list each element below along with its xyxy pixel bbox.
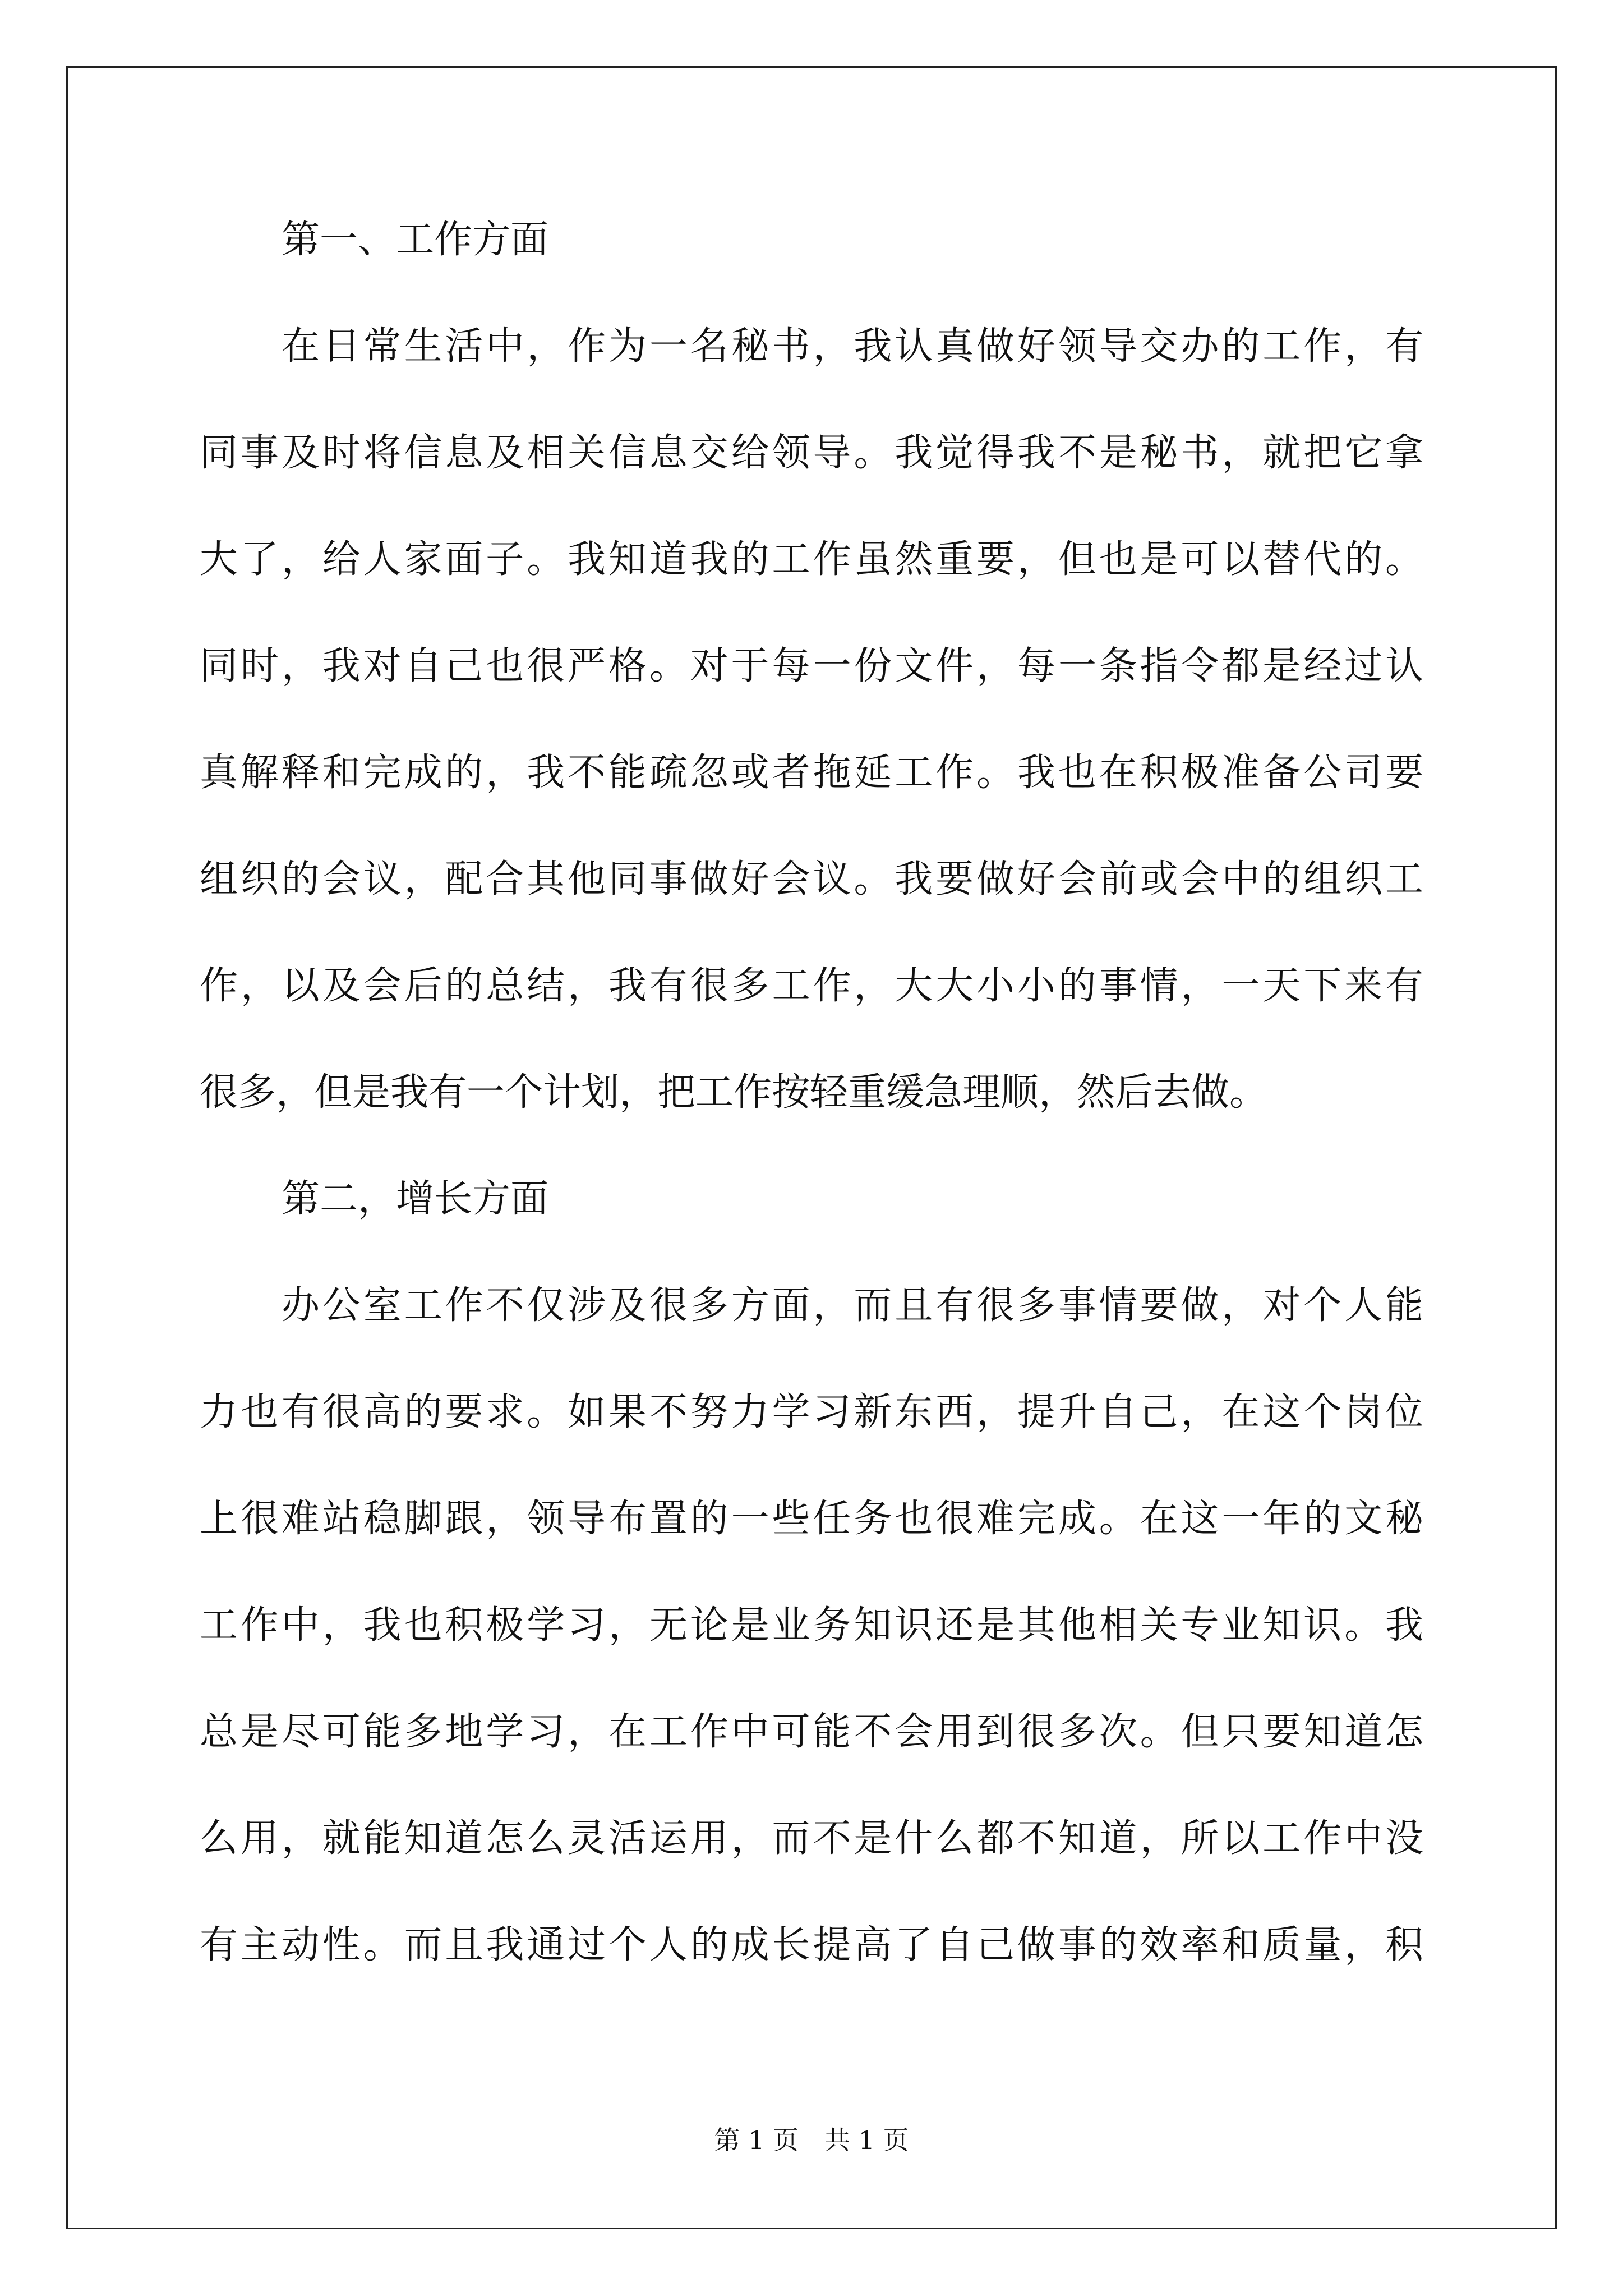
paragraph-line: 上很难站稳脚跟，领导布置的一些任务也很难完成。在这一年的文秘 bbox=[200, 1497, 1423, 1541]
paragraph-line: 真解释和完成的，我不能疏忽或者拖延工作。我也在积极准备公司要 bbox=[200, 751, 1423, 795]
paragraph-line: 力也有很高的要求。如果不努力学习新东西，提升自己，在这个岗位 bbox=[200, 1390, 1423, 1434]
paragraph-line: 同事及时将信息及相关信息交给领导。我觉得我不是秘书，就把它拿 bbox=[200, 431, 1423, 475]
paragraph-line: 很多，但是我有一个计划，把工作按轻重缓急理顺，然后去做。 bbox=[200, 1070, 1268, 1115]
paragraph-line: 办公室工作不仅涉及很多方面，而且有很多事情要做，对个人能 bbox=[282, 1283, 1423, 1328]
paragraph-line: 作，以及会后的总结，我有很多工作，大大小小的事情，一天下来有 bbox=[200, 964, 1423, 1008]
paragraph-line: 总是尽可能多地学习，在工作中可能不会用到很多次。但只要知道怎 bbox=[200, 1710, 1423, 1754]
paragraph-line: 在日常生活中，作为一名秘书，我认真做好领导交办的工作，有 bbox=[282, 324, 1423, 369]
section-heading: 第一、工作方面 bbox=[282, 218, 549, 262]
paragraph-line: 大了，给人家面子。我知道我的工作虽然重要，但也是可以替代的。 bbox=[200, 537, 1423, 582]
paragraph-line: 有主动性。而且我通过个人的成长提高了自己做事的效率和质量，积 bbox=[200, 1923, 1423, 1967]
paragraph-line: 同时，我对自己也很严格。对于每一份文件，每一条指令都是经过认 bbox=[200, 644, 1423, 688]
paragraph-line: 工作中，我也积极学习，无论是业务知识还是其他相关专业知识。我 bbox=[200, 1603, 1423, 1648]
page-border bbox=[66, 66, 1557, 2229]
page-number: 第 1 页 共 1 页 bbox=[714, 2125, 909, 2155]
paragraph-line: 么用，就能知道怎么灵活运用，而不是什么都不知道，所以工作中没 bbox=[200, 1816, 1423, 1861]
paragraph-line: 组织的会议，配合其他同事做好会议。我要做好会前或会中的组织工 bbox=[200, 857, 1423, 901]
section-heading: 第二，增长方面 bbox=[282, 1177, 549, 1221]
